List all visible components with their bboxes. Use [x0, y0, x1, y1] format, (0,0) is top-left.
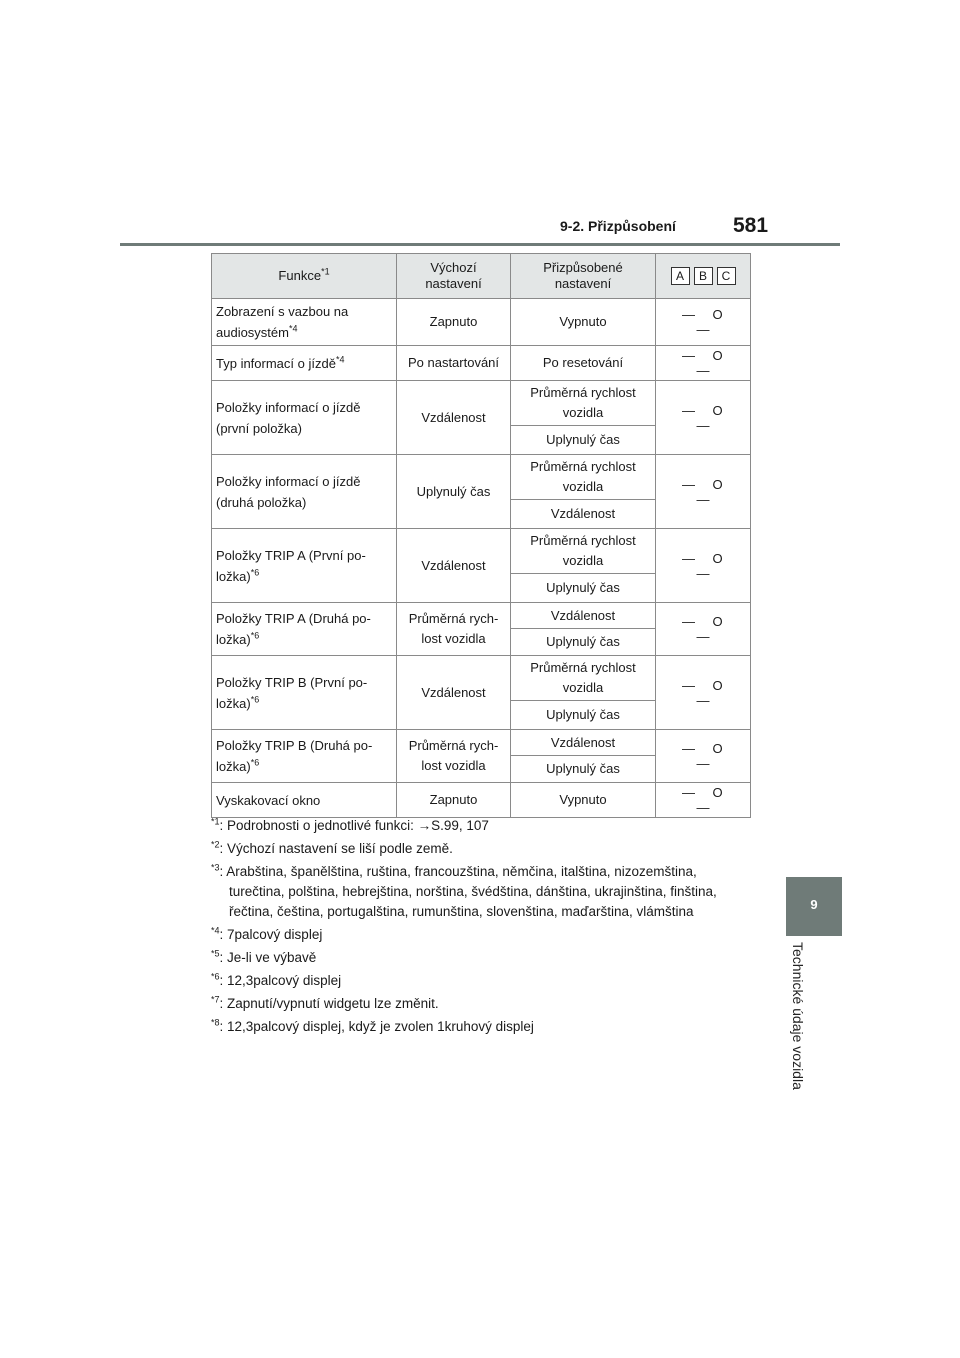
cell-abc: [656, 603, 751, 656]
cell-abc: [656, 529, 751, 603]
cell-default: Zapnuto: [397, 783, 511, 818]
value-a: —: [682, 348, 695, 363]
cell-abc: [656, 381, 751, 455]
footnote-mark: *3: [211, 862, 220, 873]
value-b: O: [712, 348, 723, 363]
table-header-row: [212, 254, 751, 299]
value-c: —: [696, 565, 710, 581]
header-a: A: [671, 267, 690, 285]
footnote-mark: *6: [211, 971, 220, 982]
header-c: C: [717, 267, 736, 285]
cell-function: [212, 299, 397, 346]
value-a: —: [682, 550, 695, 566]
header-func: [212, 254, 397, 299]
cell-custom: Průměrná rychlost vozidla: [511, 381, 656, 426]
cell-custom: Průměrná rychlost vozidla: [511, 529, 656, 574]
cell-abc: [656, 346, 751, 381]
footnote-text: : Zapnutí/vypnutí widgetu lze změnit.: [219, 996, 439, 1011]
table-row: [212, 346, 751, 381]
cell-custom: Vzdálenost: [511, 500, 656, 529]
value-b: O: [712, 402, 723, 418]
table-row: [212, 656, 751, 701]
function-sup: *6: [250, 694, 260, 705]
cell-custom: Uplynulý čas: [511, 701, 656, 730]
cell-function: [212, 381, 397, 455]
footnote-text: : 12,3palcový displej, když je zvolen 1kruhový displej: [219, 1019, 534, 1034]
value-c: —: [696, 800, 710, 815]
cell-custom: Průměrná rychlost vozidla: [511, 455, 656, 500]
cell-default: Zapnuto: [397, 299, 511, 346]
function-sup: *4: [288, 323, 298, 334]
value-b: O: [712, 614, 723, 629]
function-text: Položky TRIP A (Druhá po-ložka): [216, 611, 371, 647]
value-c: —: [696, 756, 710, 771]
function-sup: *4: [335, 354, 345, 365]
header-default: Výchozí nastavení: [397, 254, 511, 299]
value-a: —: [682, 307, 695, 322]
footnote-text: : Je-li ve výbavě: [219, 950, 317, 965]
chapter-label-wrap: [786, 942, 814, 1112]
value-c: —: [696, 491, 710, 507]
table-row: [212, 783, 751, 818]
cell-default: Průměrná rych-lost vozidla: [397, 730, 511, 783]
page-number: 581: [733, 214, 769, 237]
cell-abc: [656, 455, 751, 529]
table-row: [212, 730, 751, 756]
footnote-text: : 7palcový displej: [219, 927, 323, 942]
chapter-label: Technické údaje vozidla: [790, 942, 806, 1090]
cell-custom: Vzdálenost: [511, 730, 656, 756]
cell-default: Po nastartování: [397, 346, 511, 381]
function-text: Položky informací o jízdě (první položka): [216, 399, 361, 436]
value-a: —: [682, 741, 695, 756]
table-row: [212, 299, 751, 346]
value-a: —: [682, 614, 695, 629]
table-row: [212, 529, 751, 574]
value-b: O: [712, 476, 723, 492]
value-a: —: [682, 785, 695, 800]
footnotes: [211, 816, 751, 1040]
cell-abc: [656, 730, 751, 783]
footnote-mark: *8: [211, 1017, 220, 1028]
footnote: [211, 971, 751, 991]
function-text: Položky TRIP B (První po-ložka): [216, 674, 368, 711]
table-row: [212, 603, 751, 629]
footnote: [211, 816, 751, 836]
function-text: Položky informací o jízdě (druhá položka): [216, 473, 361, 510]
function-text: Zobrazení s vazbou na audiosystém: [216, 304, 349, 340]
footnote: [211, 948, 751, 968]
footnote-mark: *2: [211, 839, 220, 850]
header-func-text: Funkce: [278, 268, 322, 283]
cell-abc: [656, 299, 751, 346]
section-title: 9-2. Přizpůsobení: [560, 218, 676, 234]
chapter-number: 9: [810, 897, 818, 912]
value-b: O: [712, 785, 723, 800]
function-text: Položky TRIP A (První po-ložka): [216, 547, 366, 584]
footnote-mark: *4: [211, 925, 220, 936]
cell-custom: Po resetování: [511, 346, 656, 381]
cell-abc: [656, 656, 751, 730]
footnote: [211, 925, 751, 945]
function-sup: *6: [250, 757, 260, 768]
footnote: [211, 1017, 751, 1037]
footnote-text: : Výchozí nastavení se liší podle země.: [219, 841, 453, 856]
footnote-continuation: řečtina, čeština, portugalština, rumunština, slovenština, maďarština, vlámština: [229, 904, 694, 919]
cell-function: [212, 529, 397, 603]
table-row: [212, 381, 751, 426]
footnote-mark: *7: [211, 994, 220, 1005]
value-c: —: [696, 322, 710, 337]
cell-default: Vzdálenost: [397, 529, 511, 603]
value-b: O: [712, 550, 723, 566]
cell-function: [212, 603, 397, 656]
header-func-sup: *1: [321, 266, 330, 277]
cell-custom: Průměrná rychlost vozidla: [511, 656, 656, 701]
cell-custom: Uplynulý čas: [511, 756, 656, 783]
value-a: —: [682, 677, 695, 693]
function-text: Položky TRIP B (Druhá po-ložka): [216, 738, 373, 774]
footnote-mark: *5: [211, 948, 220, 959]
value-c: —: [696, 629, 710, 644]
footnote-text: : Podrobnosti o jednotlivé funkci: →S.99, 107: [219, 818, 489, 833]
cell-function: [212, 455, 397, 529]
function-text: Typ informací o jízdě: [216, 355, 336, 371]
value-c: —: [696, 692, 710, 708]
table-row: [212, 455, 751, 500]
function-sup: *6: [250, 630, 260, 641]
cell-abc: [656, 783, 751, 818]
cell-default: Vzdálenost: [397, 656, 511, 730]
chapter-tab[interactable]: [786, 877, 842, 936]
cell-function: [212, 346, 397, 381]
settings-table: [211, 253, 751, 818]
header-custom: Přizpůsobené nastavení: [511, 254, 656, 299]
header-abc: [656, 254, 751, 299]
cell-custom: Vypnuto: [511, 783, 656, 818]
cell-default: Vzdálenost: [397, 381, 511, 455]
footnote-text: : Arabština, španělština, ruština, francouzština, němčina, italština, nizozemština,: [219, 864, 697, 879]
value-b: O: [712, 741, 723, 756]
value-c: —: [696, 363, 710, 378]
cell-custom: Uplynulý čas: [511, 574, 656, 603]
footnote: [211, 994, 751, 1014]
cell-default: Uplynulý čas: [397, 455, 511, 529]
function-sup: *6: [250, 567, 260, 578]
footnote-text: : 12,3palcový displej: [219, 973, 342, 988]
cell-function: [212, 730, 397, 783]
footnote-mark: *1: [211, 816, 220, 827]
value-a: —: [682, 402, 695, 418]
header-divider: [120, 243, 840, 246]
value-c: —: [696, 417, 710, 433]
header-b: B: [694, 267, 713, 285]
cell-default: Průměrná rych-lost vozidla: [397, 603, 511, 656]
footnote: [211, 839, 751, 859]
cell-function: [212, 783, 397, 818]
value-b: O: [712, 307, 723, 322]
cell-custom: Uplynulý čas: [511, 426, 656, 455]
cell-custom: Uplynulý čas: [511, 629, 656, 656]
value-a: —: [682, 476, 695, 492]
footnote-continuation: turečtina, polština, hebrejština, norština, švédština, dánština, ukrajinština, finština,: [229, 884, 717, 899]
value-b: O: [712, 677, 723, 693]
cell-custom: Vzdálenost: [511, 603, 656, 629]
cell-custom: Vypnuto: [511, 299, 656, 346]
footnote: [211, 862, 751, 922]
cell-function: [212, 656, 397, 730]
function-text: Vyskakovací okno: [216, 792, 321, 808]
